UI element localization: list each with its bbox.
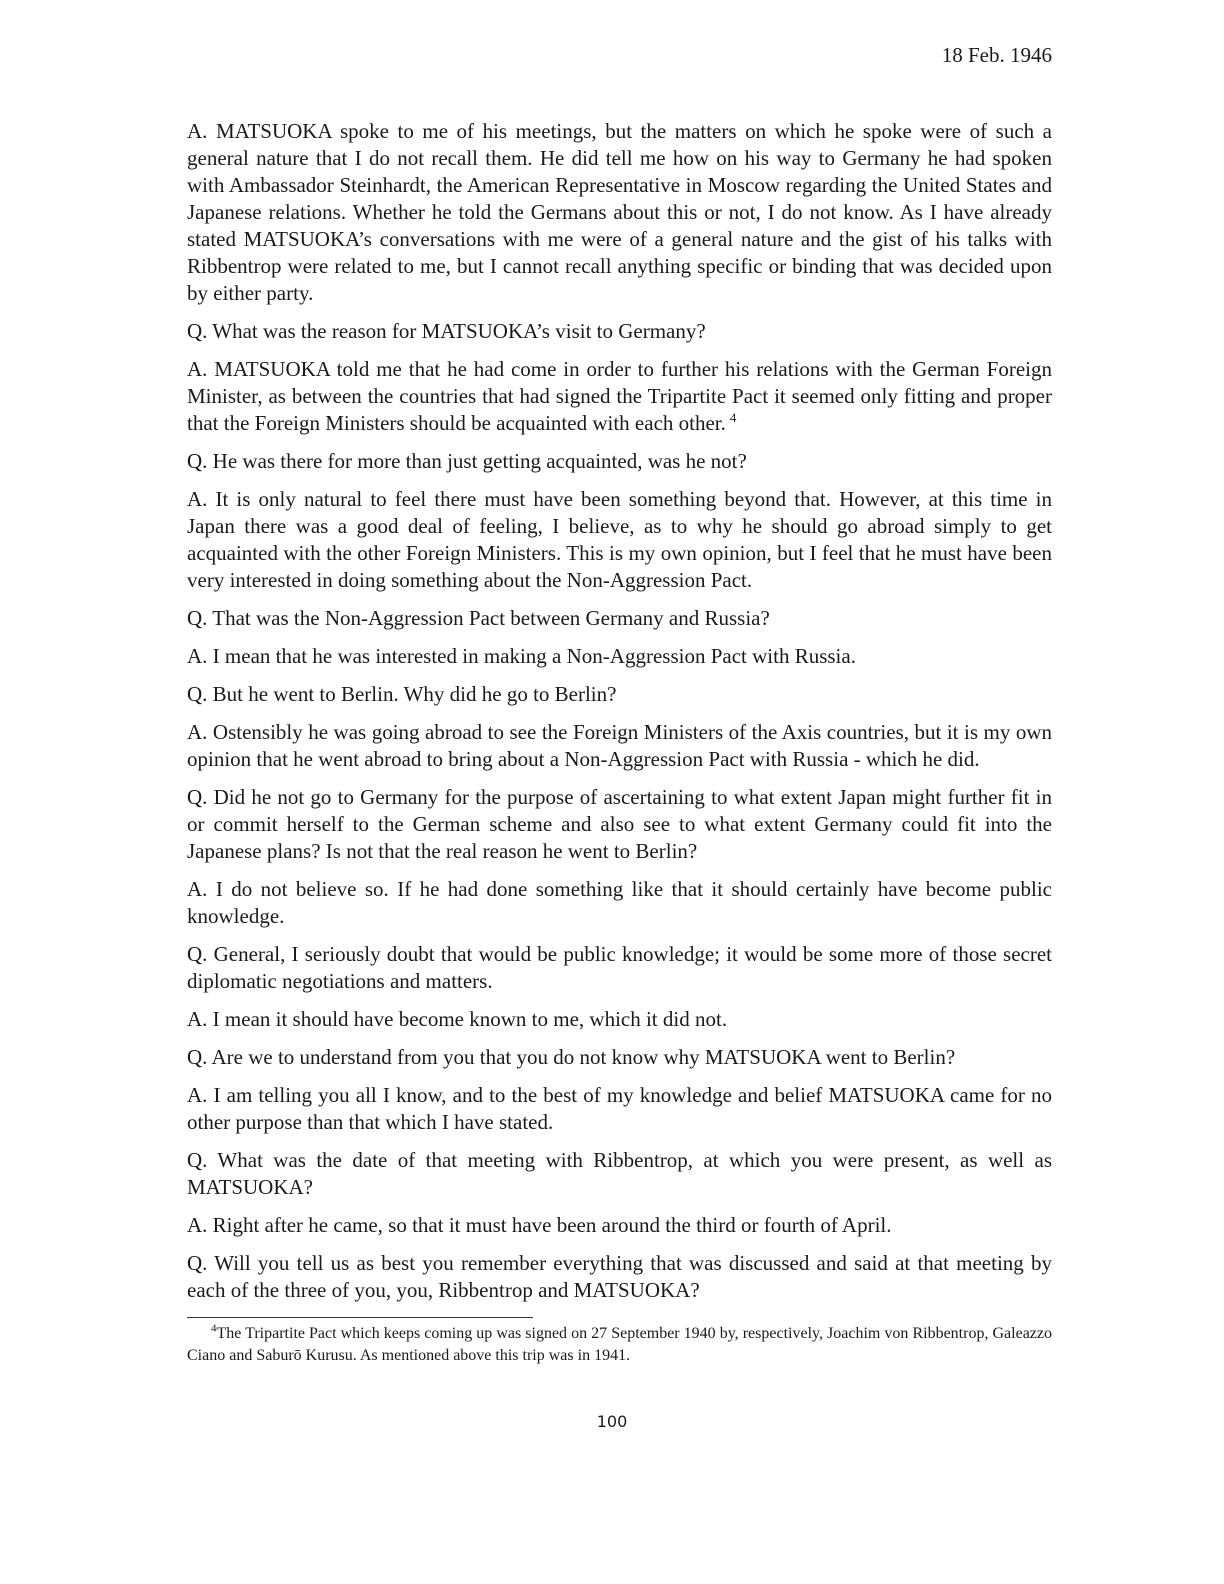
paragraph-17: A. Right after he came, so that it must have been around the third or fourth of April. bbox=[187, 1213, 892, 1237]
paragraph-13: A. I mean it should have become known to me, which it did not. bbox=[187, 1007, 728, 1031]
paragraph-5: A. It is only natural to feel there must have been something beyond that. However, at this time in Japan there was a good deal of feeling, I believe, as to why he should go abroad simply to get acquainted with the other Foreign Ministers. This is my own opinion, but I feel that he must have been very interested in doing something about the Non-Aggression Pact. bbox=[187, 487, 1052, 592]
paragraph-6: Q. That was the Non-Aggression Pact between Germany and Russia? bbox=[187, 606, 770, 630]
paragraph-3 bbox=[187, 356, 1052, 437]
footnote bbox=[187, 1323, 1052, 1367]
footnote-mark: 4 bbox=[211, 1322, 217, 1335]
paragraph-1: A. MATSUOKA spoke to me of his meetings, but the matters on which he spoke were of such a general nature that I do not recall them. He did tell me how on his way to Germany he had spoken with Ambassador Steinhardt, the American Representative in Moscow regarding the United States and Japanese relations. Whether he told the Germans about this or not, I do not know. As I have already stated MATSUOKA’s conversations with me were of a general nature and the gist of his talks with Ribbentrop were related to me, but I cannot recall anything specific or binding that was decided upon by either party. bbox=[187, 119, 1052, 305]
paragraph-8: Q. But he went to Berlin. Why did he go to Berlin? bbox=[187, 682, 617, 706]
paragraph-9: A. Ostensibly he was going abroad to see the Foreign Ministers of the Axis countries, but it is my own opinion that he went abroad to bring about a Non-Aggression Pact with Russia - which he did. bbox=[187, 720, 1052, 771]
paragraph-14: Q. Are we to understand from you that you do not know why MATSUOKA went to Berlin? bbox=[187, 1045, 956, 1069]
paragraph-3-text: A. MATSUOKA told me that he had come in order to further his relations with the German Foreign Minister, as between the countries that had signed the Tripartite Pact it seemed only fitting and proper that the Foreign Ministers should be acquainted with each other. bbox=[187, 357, 1052, 435]
paragraph-7: A. I mean that he was interested in making a Non-Aggression Pact with Russia. bbox=[187, 644, 856, 668]
body-text bbox=[187, 118, 1052, 1315]
paragraph-16: Q. What was the date of that meeting with Ribbentrop, at which you were present, as well as MATSUOKA? bbox=[187, 1148, 1052, 1199]
paragraph-10: Q. Did he not go to Germany for the purpose of ascertaining to what extent Japan might further fit in or commit herself to the German scheme and also see to what extent Germany could fit into the Japanese plans? Is not that the real reason he went to Berlin? bbox=[187, 785, 1052, 863]
paragraph-11: A. I do not believe so. If he had done something like that it should certainly have become public knowledge. bbox=[187, 877, 1052, 928]
footnote-reference[interactable]: 4 bbox=[729, 410, 737, 425]
paragraph-2: Q. What was the reason for MATSUOKA’s visit to Germany? bbox=[187, 319, 706, 343]
paragraph-15: A. I am telling you all I know, and to the best of my knowledge and belief MATSUOKA came for no other purpose than that which I have stated. bbox=[187, 1083, 1052, 1134]
paragraph-4: Q. He was there for more than just getting acquainted, was he not? bbox=[187, 449, 747, 473]
page-number: 100 bbox=[596, 1412, 628, 1431]
paragraph-18: Q. Will you tell us as best you remember everything that was discussed and said at that meeting by each of the three of you, you, Ribbentrop and MATSUOKA? bbox=[187, 1251, 1052, 1302]
footnote-divider bbox=[187, 1317, 533, 1318]
header-date: 18 Feb. 1946 bbox=[941, 43, 1052, 67]
paragraph-12: Q. General, I seriously doubt that would be public knowledge; it would be some more of those secret diplomatic negotiations and matters. bbox=[187, 942, 1052, 993]
footnote-text: The Tripartite Pact which keeps coming up was signed on 27 September 1940 by, respectively, Joachim von Ribbentrop, Galeazzo Ciano and Saburō Kurusu. As mentioned above this trip was in 1941. bbox=[187, 1325, 1052, 1364]
